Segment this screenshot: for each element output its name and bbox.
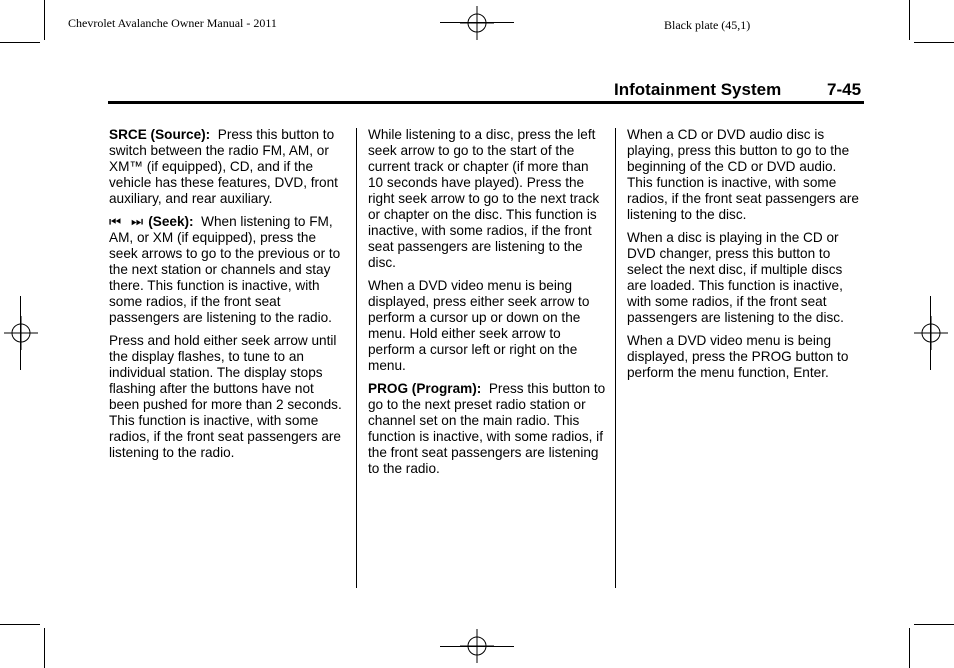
srce-paragraph [109,127,347,207]
crop-mark-tl-v [44,0,45,40]
registration-line-right [930,296,931,370]
changer-paragraph: When a disc is playing in the CD or DVD changer, press this button to select the next disc, if multiple discs are loaded. This function is inactive, with some radios, if the front seat passengers are listening to the disc. [627,230,844,325]
seek-label: (Seek): [148,214,194,229]
manual-title: Chevrolet Avalanche Owner Manual - 2011 [68,16,277,30]
srce-label: SRCE (Source): [109,127,211,142]
column-1 [109,127,347,468]
crop-mark-tr-v [909,0,910,40]
press-hold-paragraph: Press and hold either seek arrow until the display flashes, to tune to an individual station. The display stops flashing after the buttons have not been pushed for more than 2 seconds. This function is inactive, with some radios, if the front seat passengers are listening to the radio. [109,333,342,460]
cd-dvd-audio-paragraph: When a CD or DVD audio disc is playing, press this button to go to the beginning of the CD or DVD audio. This function is inactive, with some radios, if the front seat passengers are listening to the disc. [627,127,859,222]
prog-paragraph [368,381,606,477]
dvd-menu-paragraph: When a DVD video menu is being displayed, press either seek arrow to perform a cursor up or down on the menu. Hold either seek arrow to perform a cursor left or right on the menu. [368,278,590,373]
header-rule [108,101,864,104]
crop-mark-br-v [909,628,910,668]
seek-arrows-icon: ⏮ ⏭ [109,214,147,229]
prog-text: Press this button to go to the next preset radio station or channel set on the main radio. This function is inactive, with some radios, if the front seat passengers are listening to the radio. [368,381,606,476]
seek-text: When listening to FM, AM, or XM (if equipped), press the seek arrows to go to the previous or to the next station or channels and stay there. This function is inactive, with some radios, if the front seat passengers are listening to the radio. [109,214,341,325]
page-number: 7-45 [827,80,862,99]
column-divider-2 [615,128,616,588]
registration-mark-right-icon [914,316,948,350]
seek-paragraph [109,214,347,326]
column-3 [627,127,865,388]
column-2 [368,127,606,484]
plate-label: Black plate (45,1) [664,18,751,32]
prog-label: PROG (Program): [368,381,482,396]
crop-mark-bl-v [44,628,45,668]
registration-mark-top-icon [460,6,494,40]
crop-mark-bl-h [0,624,40,625]
registration-line-top [440,22,514,23]
registration-line-bottom [440,646,514,647]
crop-mark-tr-h [914,42,954,43]
dvd-prog-paragraph: When a DVD video menu is being displayed, press the PROG button to perform the menu function, Enter. [627,333,849,380]
section-title: Infotainment System [614,80,782,99]
registration-line-left [20,296,21,370]
srce-text: Press this button to switch between the radio FM, AM, or XM™ (if equipped), CD, and if the vehicle has these features, DVD, front auxiliary, and rear auxiliary. [109,127,338,206]
column-divider-1 [356,128,357,588]
crop-mark-br-h [914,624,954,625]
crop-mark-tl-h [0,42,40,43]
disc-seek-paragraph: While listening to a disc, press the left seek arrow to go to the start of the current track or chapter (if more than 10 seconds have played). Press the right seek arrow to go to the next track or chapter on the disc. This function is inactive, with some radios, if the front seat passengers are listening to the disc. [368,127,600,270]
registration-mark-left-icon [4,316,38,350]
